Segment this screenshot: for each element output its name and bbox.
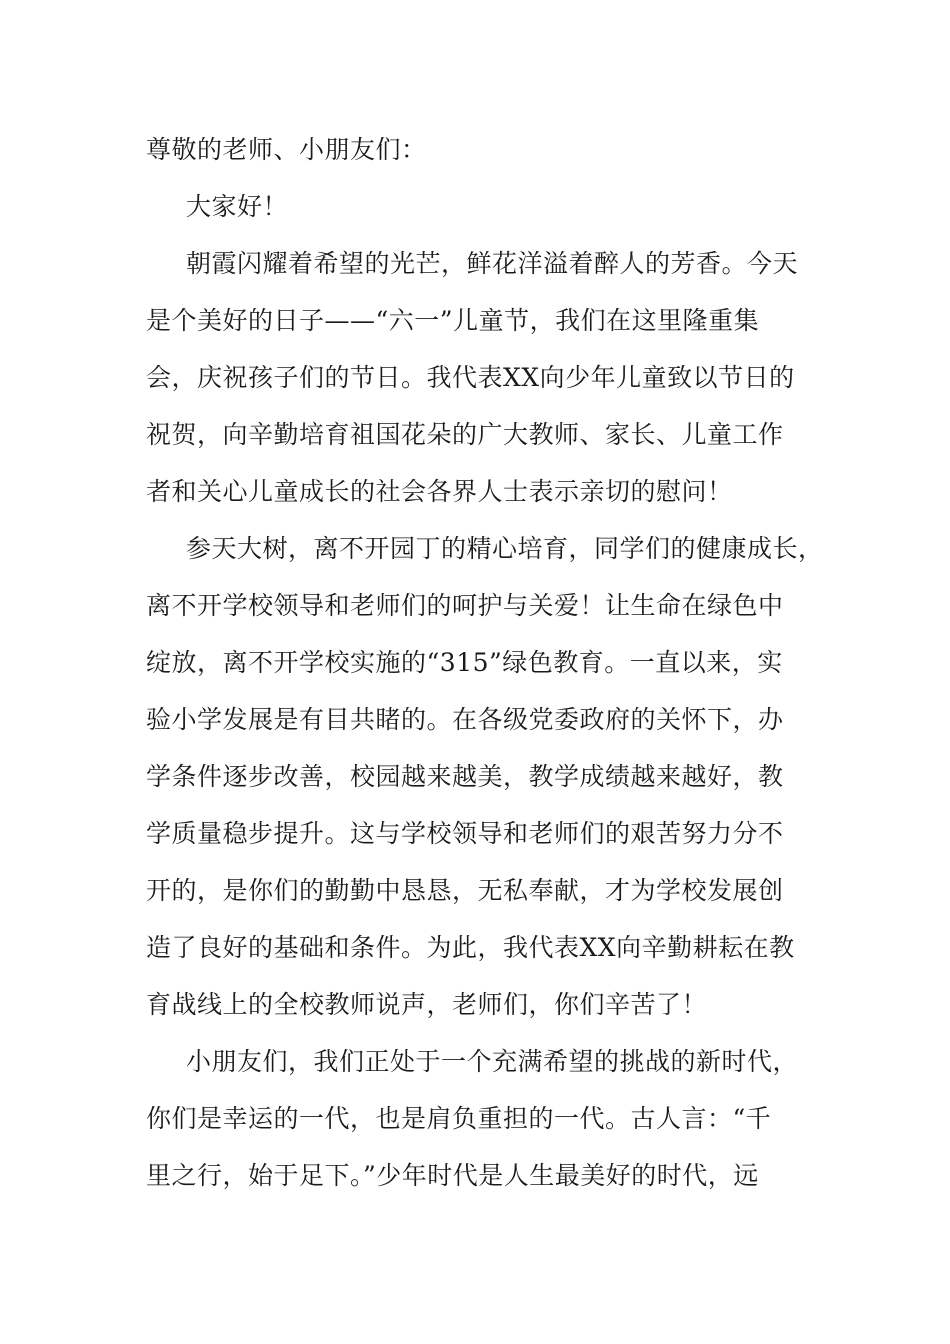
paragraph-1-line-4: 祝贺，向辛勤培育祖国花朵的广大教师、家长、儿童工作 <box>146 420 784 449</box>
paragraph-3-line-2: 你们是幸运的一代，也是肩负重担的一代。古人言：“千 <box>146 1104 772 1133</box>
salutation-line: 尊敬的老师、小朋友们： <box>146 135 427 164</box>
paragraph-2-line-4: 验小学发展是有目共睹的。在各级党委政府的关怀下，办 <box>146 705 784 734</box>
paragraph-1-line-3: 会，庆祝孩子们的节日。我代表XX向少年儿童致以节日的 <box>146 363 795 392</box>
paragraph-1-line-1: 朝霞闪耀着希望的光芒，鲜花洋溢着醉人的芳香。今天 <box>186 249 799 278</box>
paragraph-2-line-3: 绽放，离不开学校实施的“315”绿色教育。一直以来，实 <box>146 648 783 677</box>
paragraph-2-line-5: 学条件逐步改善，校园越来越美，教学成绩越来越好，教 <box>146 762 784 791</box>
paragraph-2-line-2: 离不开学校领导和老师们的呵护与关爱！让生命在绿色中 <box>146 591 784 620</box>
paragraph-1-line-2: 是个美好的日子——“六一”儿童节，我们在这里隆重集 <box>146 306 760 335</box>
paragraph-3-line-3: 里之行，始于足下。”少年时代是人生最美好的时代，远 <box>146 1161 759 1190</box>
paragraph-2-line-1: 参天大树，离不开园丁的精心培育，同学们的健康成长， <box>186 534 824 563</box>
greeting-line: 大家好！ <box>186 192 289 221</box>
paragraph-2-line-9: 育战线上的全校教师说声，老师们，你们辛苦了！ <box>146 990 708 1019</box>
paragraph-2-line-7: 开的，是你们的勤勤中恳恳，无私奉献，才为学校发展创 <box>146 876 784 905</box>
paragraph-2-line-6: 学质量稳步提升。这与学校领导和老师们的艰苦努力分不 <box>146 819 784 848</box>
paragraph-2-line-8: 造了良好的基础和条件。为此，我代表XX向辛勤耕耘在教 <box>146 933 795 962</box>
paragraph-1-line-5: 者和关心儿童成长的社会各界人士表示亲切的慰问！ <box>146 477 733 506</box>
paragraph-3-line-1: 小朋友们，我们正处于一个充满希望的挑战的新时代， <box>186 1047 799 1076</box>
